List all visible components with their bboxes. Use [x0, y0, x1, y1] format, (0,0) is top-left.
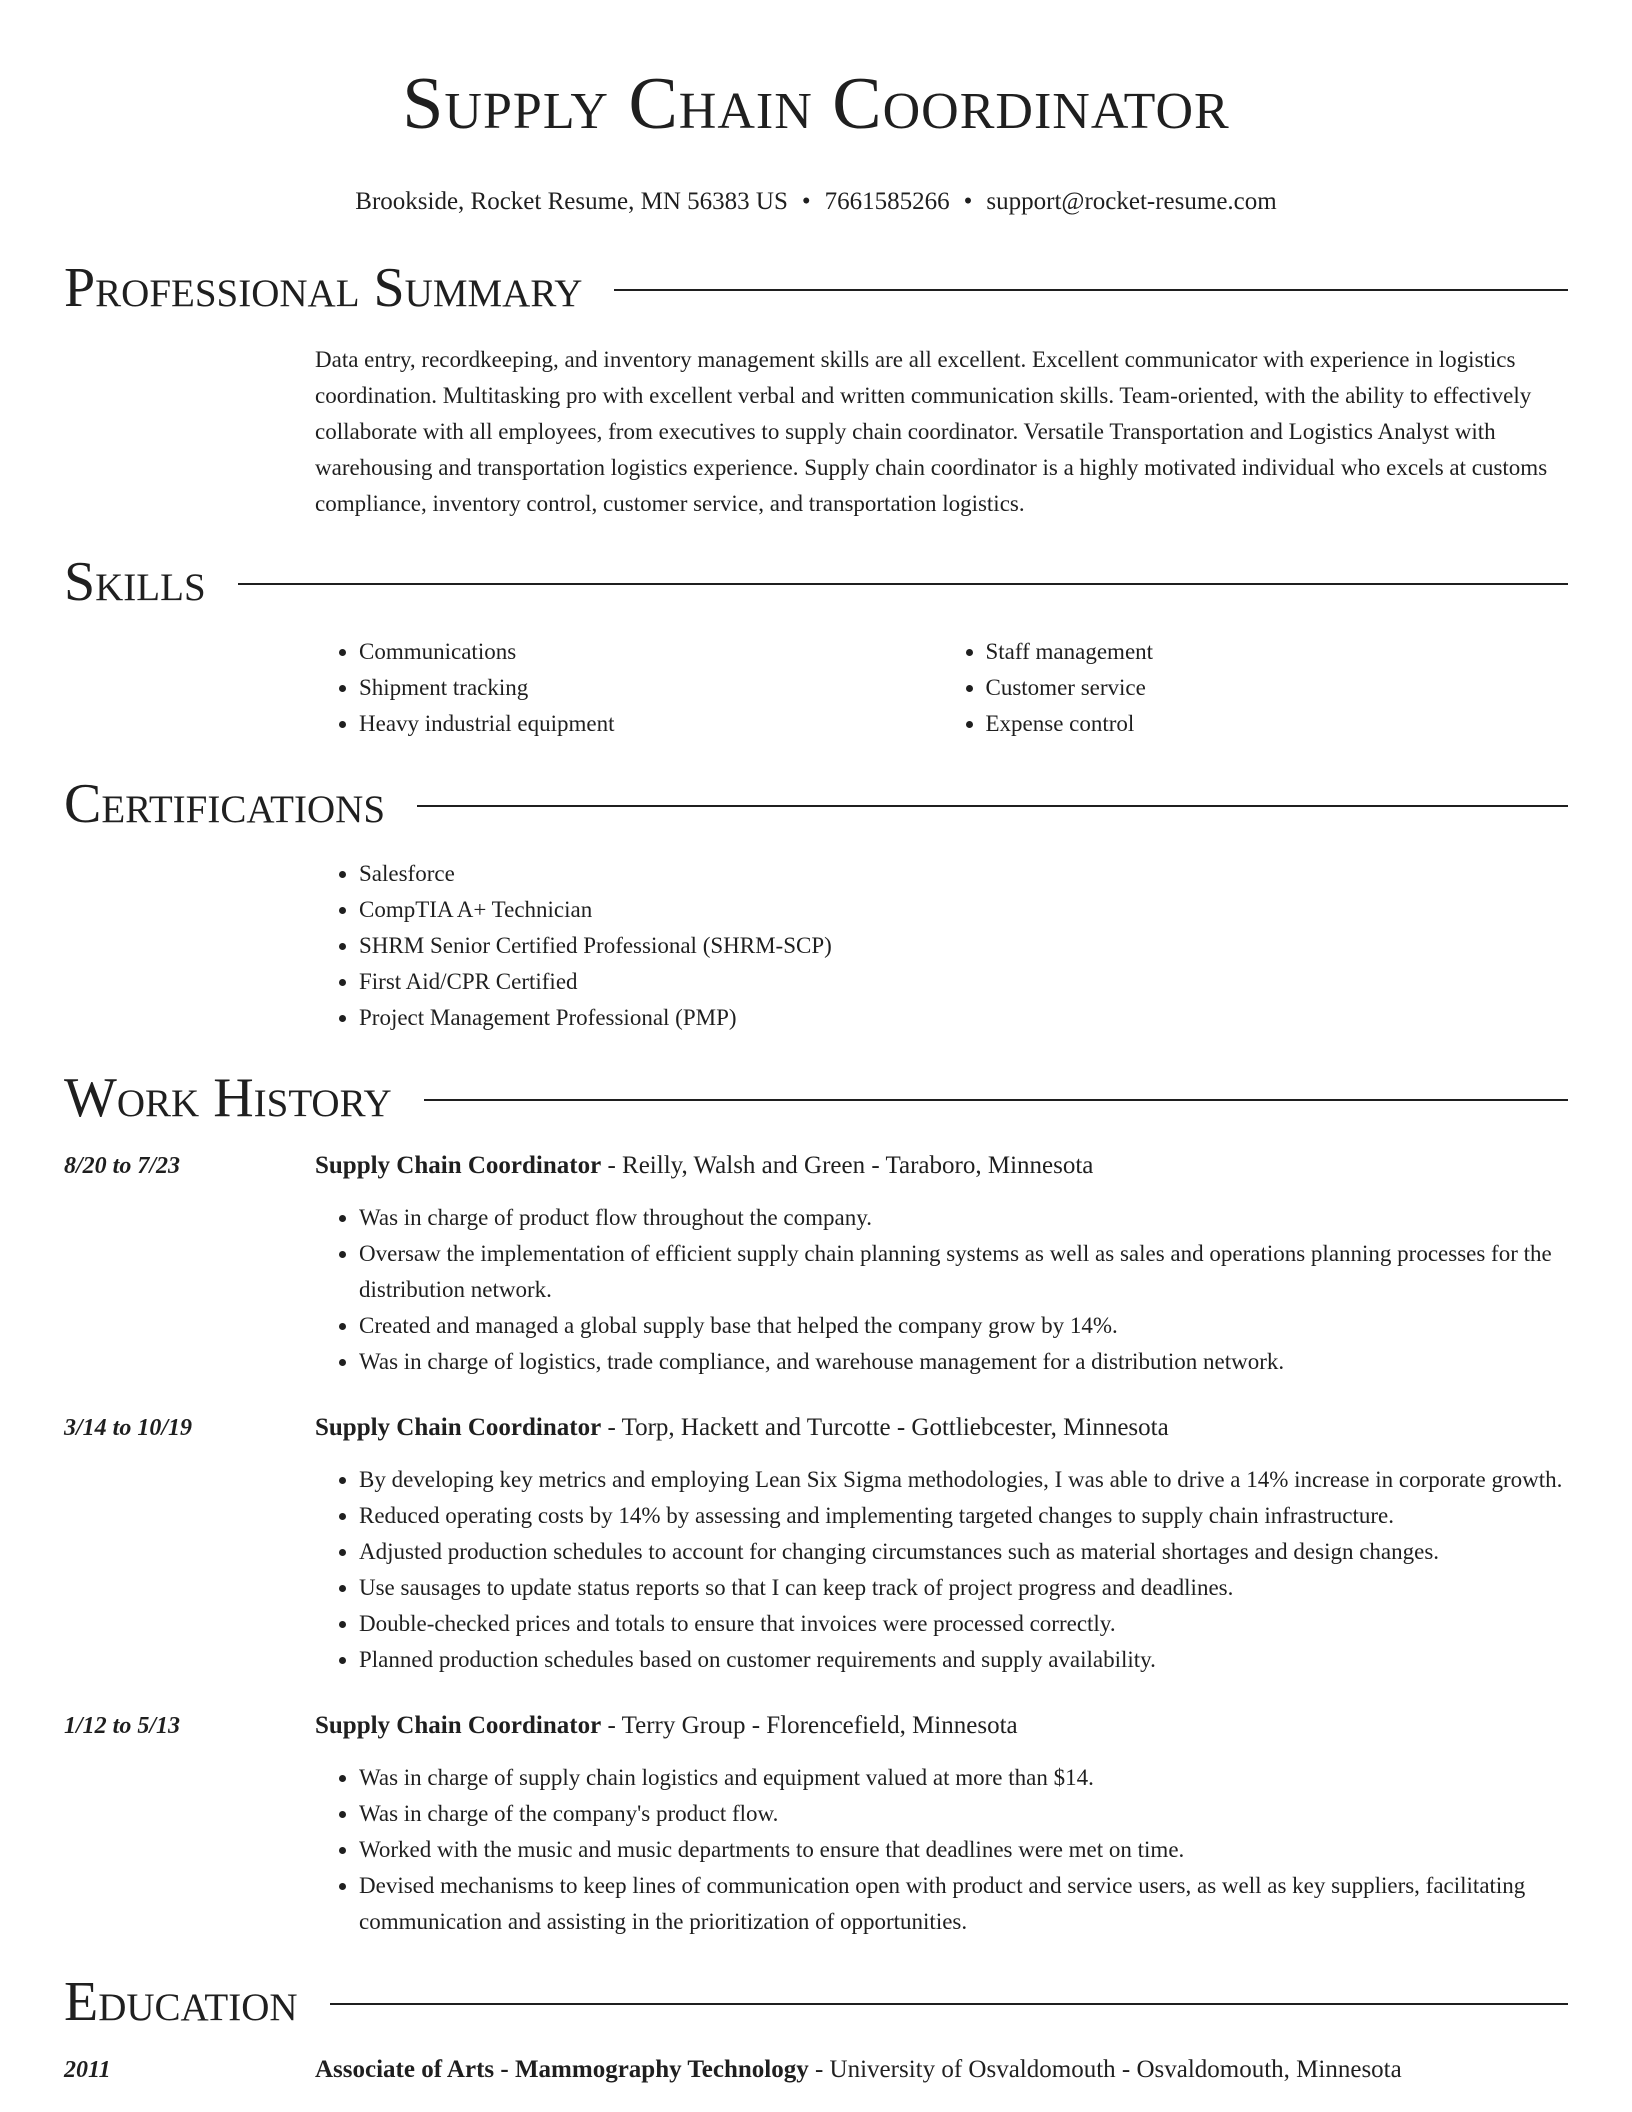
work-section-title: Work History — [64, 1067, 392, 1129]
job-entry — [64, 1410, 1568, 1678]
contact-line — [64, 186, 1568, 218]
job-employer: - Torp, Hackett and Turcotte - Gottliebcester, Minnesota — [601, 1414, 1169, 1441]
job-bullets — [315, 1462, 1568, 1678]
skills-column-right — [942, 634, 1569, 742]
summary-text: Data entry, recordkeeping, and inventory management skills are all excellent. Excellent communicator with experience in logistics coordination. Multitasking pro with excellent verbal and written communication skills. Team-oriented, with the ability to effectively collaborate with all employees, from executives to supply chain coordinator. Versatile Transportation and Logistics Analyst with warehousing and transportation logistics experience. Supply chain coordinator is a highly motivated individual who excels at customs compliance, inventory control, customer service, and transportation logistics. — [315, 347, 1548, 516]
job-bullet: • Worked with the music and music departments to ensure that deadlines were met on time. — [359, 1832, 1568, 1868]
section-divider — [424, 1099, 1568, 1101]
skill-item: • Communications — [359, 634, 942, 670]
education-section-title: Education — [64, 1971, 298, 2033]
job-title-line — [315, 1148, 1568, 1184]
skills-column-left — [315, 634, 942, 742]
job-bullet: • Planned production schedules based on customer requirements and supply availability. — [359, 1642, 1568, 1678]
job-title-line — [315, 1410, 1568, 1446]
job-dates: 8/20 to 7/23 — [64, 1153, 181, 1179]
job-bullet: • Was in charge of supply chain logistics and equipment valued at more than $14. — [359, 1760, 1568, 1796]
certifications-section-header — [64, 772, 1568, 836]
certification-item: • Project Management Professional (PMP) — [359, 1000, 1568, 1036]
education-entry — [64, 2052, 1568, 2088]
job-bullet: • Created and managed a global supply base that helped the company grow by 14%. — [359, 1308, 1568, 1344]
job-details — [315, 1410, 1568, 1678]
job-bullet: • Was in charge of the company's product flow. — [359, 1796, 1568, 1832]
certification-item: • CompTIA A+ Technician — [359, 892, 1568, 928]
job-role: Supply Chain Coordinator — [315, 1712, 602, 1739]
job-bullet: • Reduced operating costs by 14% by assessing and implementing targeted changes to supply chain infrastructure. — [359, 1498, 1568, 1534]
job-employer: - Reilly, Walsh and Green - Taraboro, Minnesota — [601, 1152, 1094, 1179]
job-bullet: • Was in charge of product flow throughout the company. — [359, 1200, 1568, 1236]
education-details — [315, 2052, 1402, 2088]
contact-separator: • — [801, 188, 811, 215]
job-bullets — [315, 1760, 1568, 1940]
resume-page — [64, 0, 1568, 2088]
job-entry — [64, 1148, 1568, 1380]
certifications-list — [315, 856, 1568, 1036]
certification-item: • First Aid/CPR Certified — [359, 964, 1568, 1000]
job-role: Supply Chain Coordinator — [315, 1152, 602, 1179]
job-role: Supply Chain Coordinator — [315, 1414, 602, 1441]
skill-item: • Customer service — [986, 670, 1569, 706]
education-degree: Associate of Arts - Mammography Technology — [315, 2056, 809, 2083]
candidate-name: Supply Chain Coordinator — [402, 63, 1230, 145]
section-divider — [614, 289, 1568, 291]
summary-section-header — [64, 256, 1568, 320]
contact-separator: • — [963, 188, 973, 215]
skills-section-header — [64, 550, 1568, 614]
job-title-line — [315, 1708, 1568, 1744]
section-divider — [238, 583, 1568, 585]
certification-item: • Salesforce — [359, 856, 1568, 892]
job-bullet: • Was in charge of logistics, trade compliance, and warehouse management for a distribution network. — [359, 1344, 1568, 1380]
job-bullets — [315, 1200, 1568, 1380]
skill-item: • Expense control — [986, 706, 1569, 742]
summary-section-title: Professional Summary — [64, 257, 583, 319]
job-dates: 1/12 to 5/13 — [64, 1713, 181, 1739]
skills-section-title: Skills — [64, 551, 206, 613]
job-bullet: • Double-checked prices and totals to ensure that invoices were processed correctly. — [359, 1606, 1568, 1642]
education-year: 2011 — [64, 2057, 111, 2083]
certifications-bullets — [315, 856, 1568, 1036]
job-bullet: • Devised mechanisms to keep lines of communication open with product and service users, as well as key suppliers, facilitating communication and assisting in the prioritization of opportunities. — [359, 1868, 1568, 1940]
certifications-section-title: Certifications — [64, 773, 386, 835]
job-dates: 3/14 to 10/19 — [64, 1415, 193, 1441]
skill-item: • Shipment tracking — [359, 670, 942, 706]
skill-item: • Heavy industrial equipment — [359, 706, 942, 742]
section-divider — [417, 805, 1568, 807]
job-bullet: • Adjusted production schedules to account for changing circumstances such as material shortages and design changes. — [359, 1534, 1568, 1570]
contact-phone: 7661585266 — [824, 188, 950, 215]
contact-address: Brookside, Rocket Resume, MN 56383 US — [355, 188, 788, 215]
contact-email: support@rocket-resume.com — [986, 188, 1277, 215]
work-section-header — [64, 1066, 1568, 1130]
job-details — [315, 1708, 1568, 1940]
job-entry — [64, 1708, 1568, 1940]
job-bullet: • Use sausages to update status reports so that I can keep track of project progress and deadlines. — [359, 1570, 1568, 1606]
job-bullet: • Oversaw the implementation of efficient supply chain planning systems as well as sales and operations planning processes for the distribution network. — [359, 1236, 1568, 1308]
section-divider — [330, 2003, 1568, 2005]
skill-item: • Staff management — [986, 634, 1569, 670]
education-school: - University of Osvaldomouth - Osvaldomouth, Minnesota — [808, 2056, 1402, 2083]
job-employer: - Terry Group - Florencefield, Minnesota — [601, 1712, 1018, 1739]
skills-list — [315, 634, 1568, 742]
education-section-header — [64, 1970, 1568, 2034]
job-bullet: • By developing key metrics and employing Lean Six Sigma methodologies, I was able to drive a 14% increase in corporate growth. — [359, 1462, 1568, 1498]
job-details — [315, 1148, 1568, 1380]
certification-item: • SHRM Senior Certified Professional (SHRM-SCP) — [359, 928, 1568, 964]
